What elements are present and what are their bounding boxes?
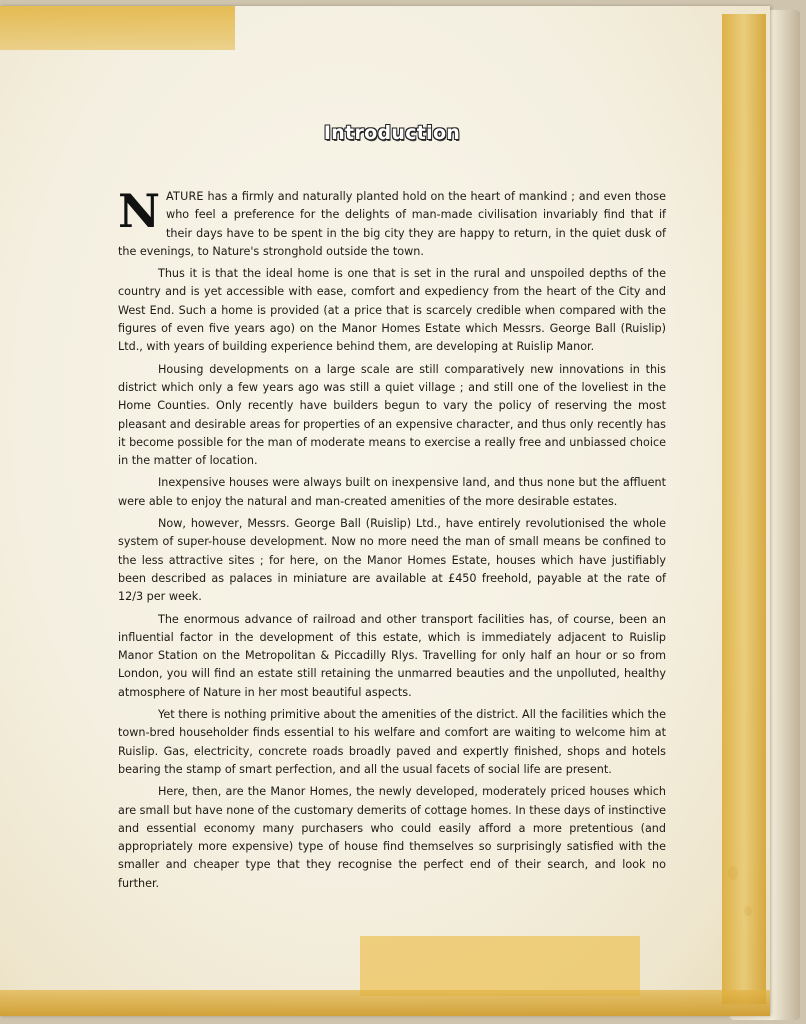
page-title: Introduction bbox=[323, 122, 461, 144]
lead-word: ATURE bbox=[166, 190, 204, 203]
paragraph-5: Now, however, Messrs. George Ball (Ruislip) Ltd., have entirely revolutionised the whole system of super-house development. Now no more need the man of small means be confined to the less attractive sites ; for here, on the Manor Homes Estate, houses which have justifiably been described as palaces in miniature are available at £450 freehold, payable at the rate of 12/3 per week. bbox=[118, 517, 666, 604]
document-body bbox=[118, 118, 666, 897]
tape-top-left bbox=[0, 6, 235, 50]
tape-bottom-patch bbox=[360, 936, 640, 996]
paragraph-8: Here, then, are the Manor Homes, the newly developed, moderately priced houses which are small but have none of the customary demerits of cottage homes. In these days of instinctive and essential economy many purchasers who could easily afford a more pretentious (and appropriately more expensive) type of house find themselves so surprisingly satisfied with the smaller and cheaper type that they recognise the perfect end of their search, and look no further. bbox=[118, 785, 666, 890]
paragraph-3: Housing developments on a large scale are still comparatively new innovations in this district which only a few years ago was still a quiet village ; and still one of the loveliest in the Home Counties. Only recently have builders begun to vary the policy of reserving the most pleasant and desirable areas for properties of an expensive character, and thus only recently has it become possible for the man of moderate means to exercise a really free and unbiassed choice in the matter of location. bbox=[118, 362, 666, 468]
paragraph-6: The enormous advance of railroad and other transport facilities has, of course, been an influential factor in the development of this estate, which is immediately adjacent to Ruislip Manor Station on the Metropolitan & Piccadilly Rlys. Travelling for only half an hour or so from London, you will find an estate still retaining the unmarred beauties and the unpolluted, healthy atmosphere of Nature in her most beautiful aspects. bbox=[118, 612, 666, 699]
paragraph-1 bbox=[118, 184, 666, 261]
drop-cap: N bbox=[118, 184, 161, 238]
tape-right-edge bbox=[722, 14, 766, 1004]
paragraph-1-text: has a firmly and naturally planted hold on the heart of mankind ; and even those who feel a preference for the delights of man-made civilisation invariably find that if their days have to be spent in the big city they are happy to return, in the quiet dusk of the evenings, to Nature's stronghold outside the town. bbox=[118, 190, 666, 258]
paragraph-7: Yet there is nothing primitive about the amenities of the district. All the facilities which the town-bred householder finds essential to his welfare and comfort are waiting to welcome him at Ruislip. Gas, electricity, concrete roads broadly paved and expertly finished, shops and hotels bearing the stamp of smart perfection, and all the usual facets of social life are present. bbox=[118, 708, 666, 776]
paragraph-2: Thus it is that the ideal home is one that is set in the rural and unspoiled depths of the country and is yet accessible with ease, comfort and expediency from the heart of the City and West End. Such a home is provided (at a price that is scarcely credible when compared with the figures of even five years ago) on the Manor Homes Estate which Messrs. George Ball (Ruislip) Ltd., with years of building experience behind them, are developing at Ruislip Manor. bbox=[118, 267, 666, 354]
tape-bottom-edge bbox=[0, 990, 770, 1016]
paragraph-4: Inexpensive houses were always built on inexpensive land, and thus none but the affluent were able to enjoy the natural and man-created amenities of the more desirable estates. bbox=[118, 476, 666, 508]
